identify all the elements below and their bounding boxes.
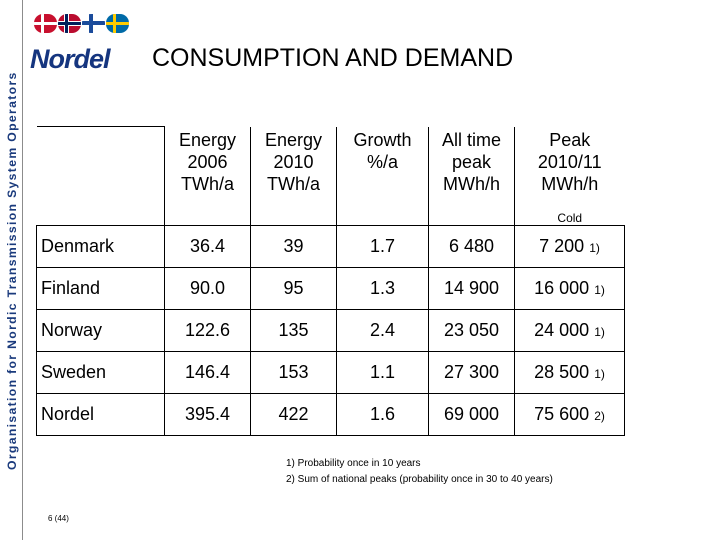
table-row bbox=[37, 267, 625, 309]
nordic-flags bbox=[34, 14, 129, 33]
country-cell: Denmark bbox=[37, 225, 165, 267]
table-row bbox=[37, 309, 625, 351]
energy-2006-cell: 122.6 bbox=[165, 309, 251, 351]
peak-2010-cell bbox=[515, 393, 625, 435]
header-growth: Growth %/a bbox=[337, 127, 429, 226]
alltime-peak-cell: 69 000 bbox=[429, 393, 515, 435]
energy-2006-cell: 395.4 bbox=[165, 393, 251, 435]
alltime-peak-cell: 27 300 bbox=[429, 351, 515, 393]
peak-2010-cell bbox=[515, 351, 625, 393]
footnote-1: 1) Probability once in 10 years bbox=[286, 458, 421, 469]
energy-2006-cell: 36.4 bbox=[165, 225, 251, 267]
peak-value: 28 500 bbox=[534, 361, 590, 382]
country-cell: Sweden bbox=[37, 351, 165, 393]
energy-2010-cell: 422 bbox=[251, 393, 337, 435]
corner-cell bbox=[37, 127, 165, 226]
energy-2006-cell: 146.4 bbox=[165, 351, 251, 393]
growth-cell: 1.3 bbox=[337, 267, 429, 309]
energy-2010-cell: 153 bbox=[251, 351, 337, 393]
sidebar-org-label: Organisation for Nordic Transmission System Operators bbox=[5, 71, 19, 470]
peak-value: 16 000 bbox=[534, 277, 590, 298]
footnote-2: 2) Sum of national peaks (probability once in 30 to 40 years) bbox=[286, 474, 553, 485]
logo-wordmark: Nordel bbox=[30, 44, 110, 74]
peak-value: 75 600 bbox=[534, 403, 590, 424]
alltime-peak-cell: 6 480 bbox=[429, 225, 515, 267]
peak-footnote-ref: 1) bbox=[589, 240, 600, 255]
country-cell: Norway bbox=[37, 309, 165, 351]
growth-cell: 1.1 bbox=[337, 351, 429, 393]
energy-2010-cell: 135 bbox=[251, 309, 337, 351]
alltime-peak-cell: 23 050 bbox=[429, 309, 515, 351]
header-energy-2006: Energy 2006 TWh/a bbox=[165, 127, 251, 226]
energy-2006-cell: 90.0 bbox=[165, 267, 251, 309]
peak-2010-cell bbox=[515, 225, 625, 267]
growth-cell: 1.7 bbox=[337, 225, 429, 267]
peak-2010-cell bbox=[515, 267, 625, 309]
header-peak-2010: Peak 2010/11 MWh/h Cold bbox=[515, 127, 625, 226]
country-cell: Finland bbox=[37, 267, 165, 309]
page-title: CONSUMPTION AND DEMAND bbox=[152, 44, 514, 72]
header-row bbox=[37, 127, 625, 226]
nordel-logo bbox=[30, 14, 126, 76]
peak-value: 7 200 bbox=[539, 235, 585, 256]
peak-footnote-ref: 2) bbox=[594, 408, 605, 423]
growth-cell: 1.6 bbox=[337, 393, 429, 435]
flag-finland-icon bbox=[82, 14, 105, 33]
peak-footnote-ref: 1) bbox=[594, 324, 605, 339]
header-cold-note: Cold bbox=[557, 210, 583, 225]
growth-cell: 2.4 bbox=[337, 309, 429, 351]
sidebar-divider bbox=[22, 0, 23, 540]
footnotes bbox=[286, 456, 553, 488]
energy-2010-cell: 39 bbox=[251, 225, 337, 267]
alltime-peak-cell: 14 900 bbox=[429, 267, 515, 309]
flag-norway-icon bbox=[58, 14, 81, 33]
peak-value: 24 000 bbox=[534, 319, 590, 340]
sidebar-org-name bbox=[2, 0, 22, 470]
flag-denmark-icon bbox=[34, 14, 57, 33]
header-energy-2010: Energy 2010 TWh/a bbox=[251, 127, 337, 226]
table-row bbox=[37, 225, 625, 267]
page-number: 6 (44) bbox=[48, 514, 69, 523]
peak-footnote-ref: 1) bbox=[594, 366, 605, 381]
country-cell: Nordel bbox=[37, 393, 165, 435]
table-row bbox=[37, 393, 625, 435]
flag-sweden-icon bbox=[106, 14, 129, 33]
energy-2010-cell: 95 bbox=[251, 267, 337, 309]
consumption-table bbox=[36, 126, 625, 436]
peak-footnote-ref: 1) bbox=[594, 282, 605, 297]
peak-2010-cell bbox=[515, 309, 625, 351]
table-row bbox=[37, 351, 625, 393]
header-alltime-peak: All time peak MWh/h bbox=[429, 127, 515, 226]
